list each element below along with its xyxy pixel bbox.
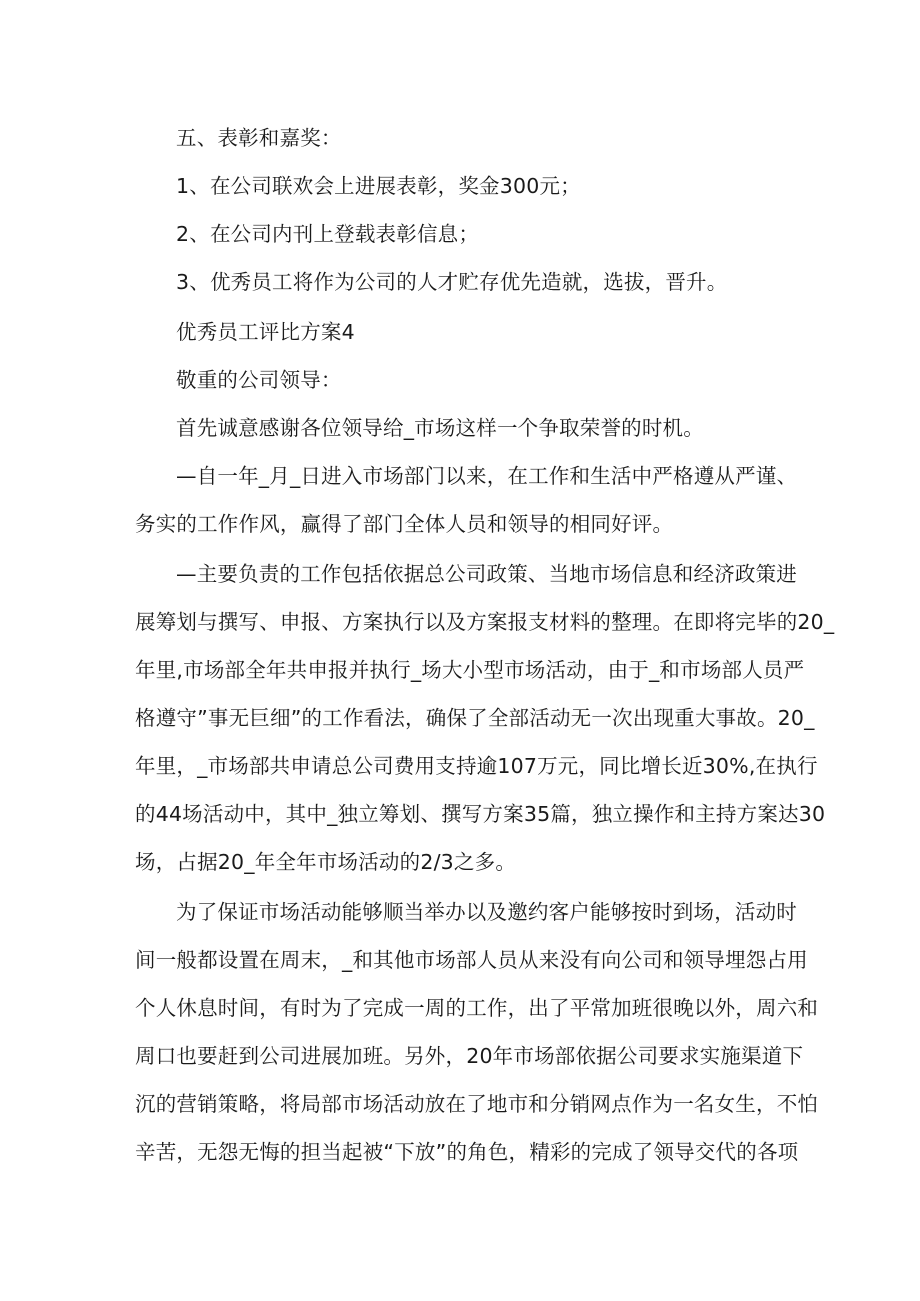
paragraph-line: —主要负责的工作包括依据总公司政策、当地市场信息和经济政策进 <box>176 562 797 586</box>
list-item-1: 1、在公司联欢会上进展表彰，奖金300元； <box>176 174 581 198</box>
section-heading-awards: 五、表彰和嘉奖： <box>176 126 342 150</box>
paragraph-line: 为了保证市场活动能够顺当举办以及邀约客户能够按时到场，活动时 <box>176 900 797 924</box>
paragraph-line: 沉的营销策略，将局部市场活动放在了地市和分销网点作为一名女生，不怕 <box>135 1092 819 1116</box>
paragraph-line: 务实的工作作风，赢得了部门全体人员和领导的相同好评。 <box>135 512 674 536</box>
paragraph-line: 年里，_市场部共申请总公司费用支持逾107万元，同比增长近30%,在执行 <box>135 754 818 778</box>
paragraph-line: 展筹划与撰写、申报、方案执行以及方案报支材料的整理。在即将完毕的20_ <box>135 610 835 634</box>
paragraph-line: 个人休息时间，有时为了完成一周的工作，出了平常加班很晚以外，周六和 <box>135 996 819 1020</box>
list-item-2: 2、在公司内刊上登载表彰信息； <box>176 222 480 246</box>
salutation: 敬重的公司领导： <box>176 368 342 392</box>
paragraph-line: 间一般都设置在周末，_和其他市场部人员从来没有向公司和领导埋怨占用 <box>135 948 808 972</box>
paragraph-line: 格遵守”事无巨细”的工作看法，确保了全部活动无一次出现重大事故。20_ <box>135 706 815 730</box>
paragraph-line: 年里,市场部全年共申报并执行_场大小型市场活动，由于_和市场部人员严 <box>135 658 805 682</box>
paragraph-line: 周口也要赶到公司进展加班。另外，20年市场部依据公司要求实施渠道下 <box>135 1044 804 1068</box>
paragraph-line: 辛苦，无怨无悔的担当起被“下放”的角色，精彩的完成了领导交代的各项 <box>135 1140 799 1164</box>
paragraph-line: —自一年_月_日进入市场部门以来，在工作和生活中严格遵从严谨、 <box>176 464 798 488</box>
paragraph-line: 场，占据20_年全年市场活动的2/3之多。 <box>135 850 517 874</box>
paragraph-line: 首先诚意感谢各位领导给_市场这样一个争取荣誉的时机。 <box>176 416 704 440</box>
section-title-plan-4: 优秀员工评比方案4 <box>176 320 355 344</box>
paragraph-line: 的44场活动中，其中_独立筹划、撰写方案35篇，独立操作和主持方案达30 <box>135 802 826 826</box>
list-item-3: 3、优秀员工将作为公司的人才贮存优先造就，选拔，晋升。 <box>176 270 728 294</box>
